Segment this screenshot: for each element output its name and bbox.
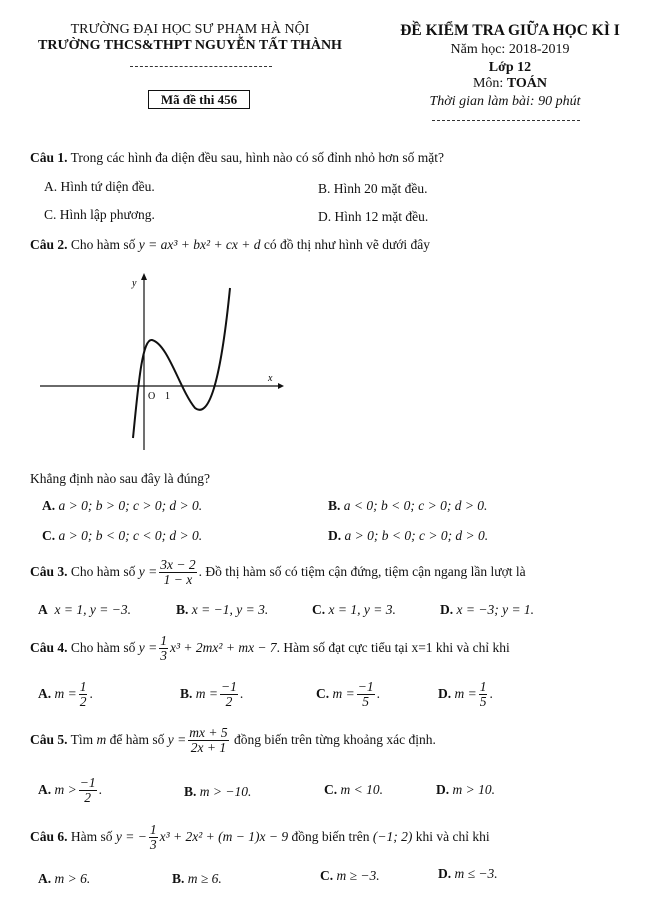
cubic-graph: [30, 268, 290, 458]
q3-option-d-letter: D.: [440, 602, 454, 617]
q4-option-c-letter: C.: [316, 685, 330, 701]
q4-d-num: 1: [479, 679, 487, 694]
q6-option-c-text: m ≥ −3.: [336, 868, 380, 883]
q4-option-b[interactable]: B. m = $\frac{-1}{2}$ .: [180, 679, 244, 710]
q1-text: Trong các hình đa diện đều sau, hình nào có số đỉnh nhỏ hơn số mặt?: [67, 150, 444, 165]
subject-name: TOÁN: [506, 76, 548, 91]
exam-code-box: Mã đề thi 456: [148, 90, 250, 109]
q4-d-den: 5: [479, 694, 487, 710]
q2-function: y = ax³ + bx² + cx + d: [138, 237, 261, 252]
q2-option-a-text: a > 0; b > 0; c > 0; d > 0.: [58, 498, 203, 513]
question-2: [30, 237, 430, 253]
q3-y: y =: [138, 563, 158, 579]
q2-option-c-text: a > 0; b < 0; c < 0; d > 0.: [58, 528, 203, 543]
q2-option-d-text: a > 0; b < 0; c > 0; d > 0.: [344, 528, 489, 543]
q6-label: Câu 6.: [30, 828, 68, 844]
q3-option-b-text: x = −1, y = 3.: [191, 602, 269, 617]
q5-option-c[interactable]: [324, 782, 383, 798]
q6-denominator: 3: [149, 837, 157, 853]
q4-option-b-pre: m =: [195, 685, 218, 701]
origin-label: O: [148, 391, 156, 402]
q3-option-c-letter: C.: [312, 602, 326, 617]
q3-label: Câu 3.: [30, 563, 68, 579]
q6-option-d-letter: D.: [438, 866, 452, 881]
subject-prefix: Môn:: [472, 76, 507, 91]
q4-b-den: 2: [225, 694, 233, 710]
question-4: [30, 634, 510, 663]
cubic-graph-svg: [30, 268, 290, 458]
q2-text-1: Cho hàm số: [67, 237, 139, 252]
q2-option-c-letter: C.: [42, 528, 56, 543]
q6-function-rest: x³ + 2x² + (m − 1)x − 9: [159, 828, 289, 844]
q2-option-c[interactable]: [42, 528, 202, 544]
q4-numerator: 1: [160, 633, 168, 648]
q5-text-2: để hàm số: [106, 731, 168, 747]
q5-a-den: 2: [84, 790, 92, 806]
q1-label: Câu 1.: [30, 150, 68, 165]
q4-option-a[interactable]: A. m = $\frac{1}{2}$ .: [38, 679, 93, 710]
y-axis-arrow: [141, 273, 147, 280]
q2-question: Khẳng định nào sau đây là đúng?: [30, 471, 210, 486]
q6-option-d[interactable]: [438, 866, 498, 882]
q5-option-d-text: m > 10.: [452, 782, 495, 797]
q5-denominator: 2x + 1: [190, 740, 227, 756]
time-limit: Thời gian làm bài: 90 phút: [429, 94, 581, 109]
q5-fraction: [188, 726, 228, 755]
q2-option-b-text: a < 0; b < 0; c > 0; d > 0.: [343, 498, 488, 513]
q5-m: m: [96, 731, 107, 747]
q5-option-a-pre: m >: [54, 781, 77, 797]
q3-fraction: [159, 558, 196, 587]
q5-option-b-text: m > −10.: [199, 784, 252, 799]
q5-label: Câu 5.: [30, 731, 68, 747]
school-line-2: TRƯỜNG THCS&THPT NGUYỄN TẤT THÀNH: [38, 38, 342, 53]
q4-option-a-pre: m =: [54, 685, 77, 701]
q6-option-b[interactable]: [172, 871, 222, 887]
header-divider-right: [432, 120, 580, 121]
q4-text-1: Cho hàm số: [67, 639, 139, 655]
q1-option-a[interactable]: A. Hình tứ diện đều.: [44, 179, 155, 194]
q5-option-a[interactable]: A. m > $\frac{-1}{2}$ .: [38, 775, 102, 806]
q1-option-b[interactable]: B. Hình 20 mặt đều.: [318, 181, 428, 196]
q2-option-b[interactable]: [328, 498, 487, 514]
q4-a-num: 1: [79, 679, 87, 694]
q4-option-d[interactable]: D. m = $\frac{1}{5}$ .: [438, 679, 493, 710]
grade-label: Lớp 12: [488, 60, 532, 75]
q5-y: y =: [167, 731, 187, 747]
q3-option-c[interactable]: [312, 602, 396, 618]
q6-option-b-letter: B.: [172, 871, 185, 886]
q3-option-b[interactable]: [176, 602, 268, 618]
q5-text-1: Tìm: [67, 731, 97, 747]
q4-option-d-pre: m =: [454, 685, 477, 701]
q3-option-d[interactable]: [440, 602, 534, 618]
cubic-curve: [133, 288, 230, 438]
q2-option-a-letter: A.: [42, 498, 56, 513]
question-3: [30, 558, 526, 587]
q6-option-b-text: m ≥ 6.: [187, 871, 222, 886]
q6-y: y = −: [115, 828, 147, 844]
q5-option-d-letter: D.: [436, 782, 450, 797]
subject-line: [440, 76, 580, 92]
q4-denominator: 3: [160, 648, 168, 664]
q4-option-a-letter: A.: [38, 685, 52, 701]
q5-option-a-fraction: [79, 776, 97, 805]
q6-option-a-letter: A.: [38, 871, 52, 886]
q3-text-1: Cho hàm số: [67, 563, 139, 579]
q4-option-b-fraction: [220, 680, 238, 709]
q3-option-a-text: x = 1, y = −3.: [54, 602, 131, 617]
tick-label-1: 1: [165, 391, 170, 402]
q4-c-den: 5: [362, 694, 370, 710]
q5-option-c-letter: C.: [324, 782, 338, 797]
q3-option-b-letter: B.: [176, 602, 189, 617]
q6-option-a[interactable]: [38, 871, 90, 887]
q2-option-a[interactable]: [42, 498, 202, 514]
q5-option-a-letter: A.: [38, 781, 52, 797]
question-5: [30, 726, 436, 755]
q4-option-b-letter: B.: [180, 685, 193, 701]
q2-option-b-letter: B.: [328, 498, 341, 513]
q4-y: y =: [138, 639, 158, 655]
x-axis-label: x: [268, 373, 273, 384]
q5-a-num: −1: [79, 775, 96, 790]
x-axis-arrow: [278, 383, 284, 389]
q3-option-a-letter: A: [38, 602, 48, 617]
q6-text-2: đồng biến trên: [288, 828, 373, 844]
question-1: [30, 150, 444, 166]
q5-text-3: đồng biến trên từng khoảng xác định.: [230, 731, 436, 747]
q4-label: Câu 4.: [30, 639, 68, 655]
q5-option-c-text: m < 10.: [340, 782, 383, 797]
exam-title: ĐỀ KIỂM TRA GIỮA HỌC KÌ I: [400, 22, 620, 39]
q2-option-d[interactable]: [328, 528, 488, 544]
q2-text-2: có đồ thị như hình vẽ dưới đây: [260, 237, 431, 252]
q6-option-c[interactable]: [320, 868, 380, 884]
q3-denominator: 1 − x: [163, 572, 193, 588]
q4-c-num: −1: [357, 679, 374, 694]
q5-option-b[interactable]: [184, 784, 251, 800]
q6-interval: (−1; 2): [372, 828, 413, 844]
q4-option-c-fraction: [357, 680, 375, 709]
y-axis-label: y: [132, 278, 137, 289]
q3-numerator: 3x − 2: [160, 557, 196, 572]
q6-option-a-text: m > 6.: [54, 871, 91, 886]
q5-option-d[interactable]: [436, 782, 495, 798]
q3-option-a[interactable]: [38, 602, 131, 618]
header-divider-left: [130, 66, 272, 67]
q5-numerator: mx + 5: [189, 725, 228, 740]
q6-text-3: khi và chỉ khi: [412, 828, 490, 844]
q4-a-den: 2: [79, 694, 87, 710]
q6-fraction: [149, 823, 158, 852]
q4-option-c-pre: m =: [332, 685, 355, 701]
q4-b-num: −1: [221, 679, 237, 694]
q2-label: Câu 2.: [30, 237, 68, 252]
q4-option-c[interactable]: C. m = $\frac{-1}{5}$ .: [316, 679, 380, 710]
school-line-1: TRƯỜNG ĐẠI HỌC SƯ PHẠM HÀ NỘI: [70, 22, 310, 37]
q3-text-2: . Đồ thị hàm số có tiệm cận đứng, tiệm cận ngang lần lượt là: [198, 563, 526, 579]
q1-option-d[interactable]: D. Hình 12 mặt đều.: [318, 209, 429, 224]
q6-option-c-letter: C.: [320, 868, 334, 883]
q2-option-d-letter: D.: [328, 528, 342, 543]
q1-option-c[interactable]: C. Hình lập phương.: [44, 207, 155, 222]
q4-fraction: [159, 634, 168, 663]
q3-option-c-text: x = 1, y = 3.: [328, 602, 396, 617]
q4-option-d-letter: D.: [438, 685, 452, 701]
school-year: Năm học: 2018-2019: [450, 42, 570, 57]
q4-option-d-fraction: [479, 680, 488, 709]
q4-function-rest: x³ + 2mx² + mx − 7: [170, 639, 277, 655]
q3-option-d-text: x = −3; y = 1.: [456, 602, 535, 617]
q4-option-a-fraction: [79, 680, 88, 709]
q5-option-b-letter: B.: [184, 784, 197, 799]
q6-numerator: 1: [149, 822, 157, 837]
q6-option-d-text: m ≤ −3.: [454, 866, 498, 881]
question-6: [30, 823, 490, 852]
q6-text-1: Hàm số: [67, 828, 116, 844]
q4-text-2: . Hàm số đạt cực tiểu tại x=1 khi và chỉ khi: [276, 639, 510, 655]
